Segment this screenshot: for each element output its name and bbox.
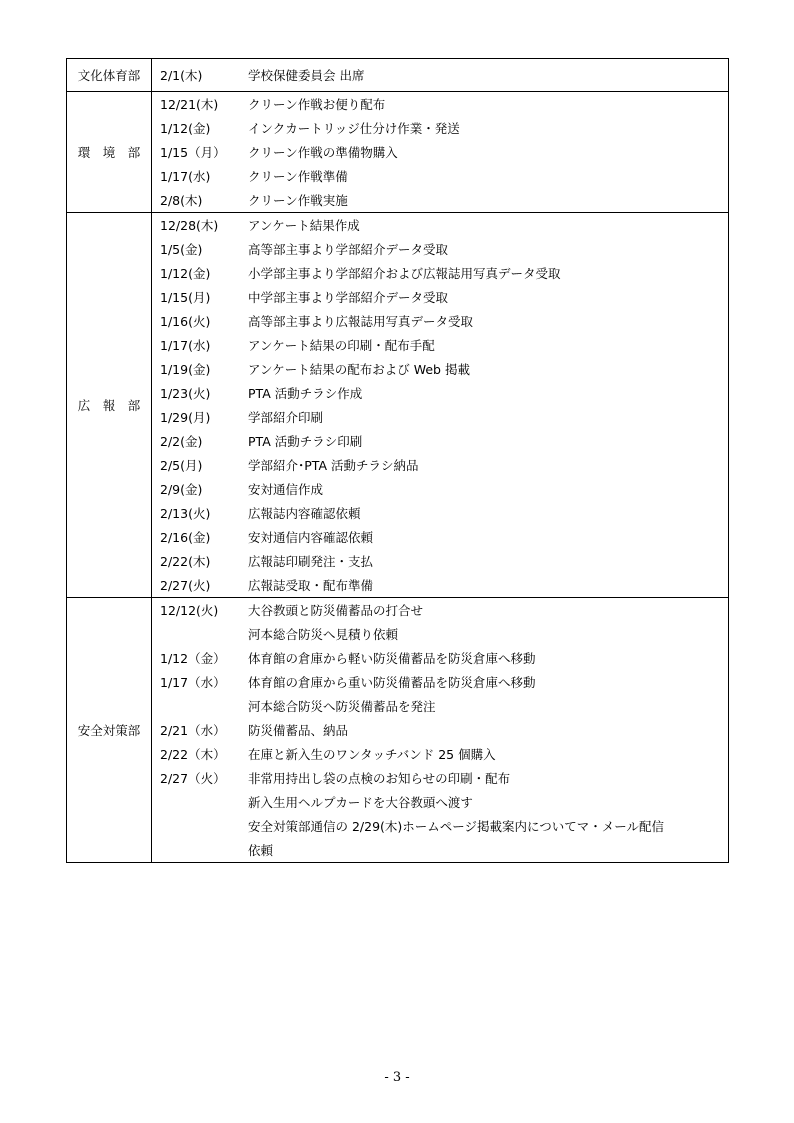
entry-task: 高等部主事より広報誌用写真データ受取 [248,314,474,329]
entry-task: 中学部主事より学部紹介データ受取 [248,290,449,305]
schedule-entry [152,213,728,237]
schedule-entry [152,670,728,694]
entry-task: 学部紹介･PTA 活動チラシ納品 [248,458,419,473]
schedule-entry [152,261,728,285]
entry-task: 広報誌内容確認依頼 [248,506,361,521]
schedule-entry [152,333,728,357]
entry-task: アンケート結果の配布および Web 掲載 [248,362,470,377]
entry-task: 在庫と新入生のワンタッチバンド 25 個購入 [248,747,496,762]
entry-date: 2/5(月) [160,458,203,473]
schedule-entry [152,477,728,501]
schedule-entry [152,646,728,670]
schedule-entry [152,694,728,718]
entry-task: 防災備蓄品、納品 [248,723,349,738]
entry-task: クリーン作戦お便り配布 [248,97,386,112]
schedule-table-body [67,59,729,863]
department-section [67,59,729,92]
department-entries [152,598,729,863]
entry-date: 1/5(金) [160,242,203,257]
entry-date: 1/12（金） [160,651,226,666]
schedule-entry [152,622,728,646]
entry-task: 安対通信内容確認依頼 [248,530,374,545]
entry-task: 広報誌印刷発注・支払 [248,554,374,569]
entry-task: PTA 活動チラシ印刷 [248,434,363,449]
entry-date: 1/17(水) [160,338,211,353]
entry-task: 小学部主事より学部紹介および広報誌用写真データ受取 [248,266,561,281]
entry-task: 学部紹介印刷 [248,410,324,425]
entry-date: 2/9(金) [160,482,203,497]
schedule-entry [152,742,728,766]
entry-task: インクカートリッジ仕分け作業・発送 [248,121,460,136]
entry-date: 12/12(火) [160,603,219,618]
schedule-entry [152,381,728,405]
entry-task: 非常用持出し袋の点検のお知らせの印刷・配布 [248,771,511,786]
entry-date: 2/21（水） [160,723,226,738]
entry-date: 1/16(火) [160,314,211,329]
entry-date: 1/17(水) [160,169,211,184]
entry-task: 体育館の倉庫から重い防災備蓄品を防災倉庫へ移動 [248,675,536,690]
entry-task: クリーン作戦実施 [248,193,348,208]
entry-task: アンケート結果作成 [248,218,360,233]
schedule-entry [152,838,728,862]
entry-date: 12/21(木) [160,97,219,112]
schedule-entry [152,429,728,453]
schedule-entry [152,790,728,814]
entry-task: クリーン作戦準備 [248,169,348,184]
schedule-entry [152,309,728,333]
schedule-entry [152,357,728,381]
schedule-entry [152,405,728,429]
entry-date: 1/12(金) [160,121,211,136]
department-name: 環 境 部 [67,92,152,213]
entry-task: 体育館の倉庫から軽い防災備蓄品を防災倉庫へ移動 [248,651,536,666]
page-number: - 3 - [384,1070,410,1085]
department-entries [152,213,729,598]
entry-task: アンケート結果の印刷・配布手配 [248,338,435,353]
entry-task: 大谷教頭と防災備蓄品の打合せ [248,603,424,618]
entry-date: 2/1(木) [160,68,203,83]
schedule-entry [152,549,728,573]
schedule-entry [152,525,728,549]
department-section [67,213,729,598]
entry-task: 安全対策部通信の 2/29(木)ホームページ掲載案内についてマ・メール配信 [248,819,665,834]
entry-date: 12/28(木) [160,218,219,233]
department-name: 広 報 部 [67,213,152,598]
schedule-entry [152,237,728,261]
schedule-entry [152,140,728,164]
schedule-entry [152,501,728,525]
schedule-table [66,58,729,863]
entry-task: 河本総合防災へ防災備蓄品を発注 [248,699,436,714]
entry-date: 1/15(月) [160,290,211,305]
schedule-entry [152,59,728,91]
department-section [67,92,729,213]
entry-task: 依頼 [248,843,274,858]
schedule-entry [152,188,728,212]
entry-date: 1/29(月) [160,410,211,425]
schedule-entry [152,92,728,116]
entry-task: 高等部主事より学部紹介データ受取 [248,242,449,257]
entry-task: 広報誌受取・配布準備 [248,578,374,593]
department-section [67,598,729,863]
entry-date: 2/22（木） [160,747,226,762]
schedule-entry [152,766,728,790]
entry-date: 2/16(金) [160,530,211,545]
department-entries [152,59,729,92]
entry-task: クリーン作戦の準備物購入 [248,145,398,160]
entry-date: 1/19(金) [160,362,211,377]
schedule-entry [152,718,728,742]
entry-task: 新入生用ヘルプカードを大谷教頭へ渡す [248,795,473,810]
department-name: 文化体育部 [67,59,152,92]
schedule-entry [152,598,728,622]
entry-date: 2/2(金) [160,434,203,449]
entry-task: 安対通信作成 [248,482,324,497]
entry-date: 1/23(火) [160,386,211,401]
department-name: 安全対策部 [67,598,152,863]
schedule-entry [152,573,728,597]
entry-date: 2/22(木) [160,554,211,569]
entry-date: 1/17（水） [160,675,226,690]
entry-task: 河本総合防災へ見積り依頼 [248,627,399,642]
entry-task: PTA 活動チラシ作成 [248,386,363,401]
entry-date: 2/8(木) [160,193,203,208]
schedule-entry [152,285,728,309]
entry-date: 1/12(金) [160,266,211,281]
entry-date: 2/27（火） [160,771,226,786]
schedule-entry [152,116,728,140]
schedule-entry [152,814,728,838]
entry-date: 2/27(火) [160,578,211,593]
schedule-entry [152,453,728,477]
schedule-entry [152,164,728,188]
entry-task: 学校保健委員会 出席 [248,68,365,83]
entry-date: 1/15（月） [160,145,226,160]
department-entries [152,92,729,213]
entry-date: 2/13(火) [160,506,211,521]
